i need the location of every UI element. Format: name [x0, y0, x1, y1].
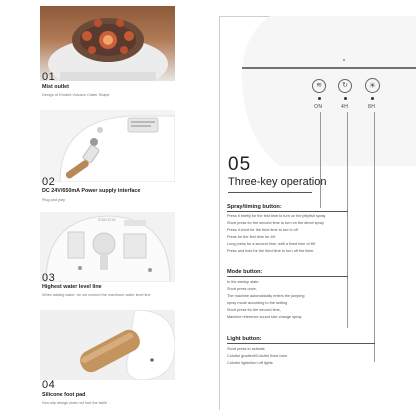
button-label-8h: 8H	[368, 104, 376, 110]
feature-number: 01	[42, 71, 56, 83]
light-icon[interactable]: ☀	[365, 78, 380, 93]
section-rule	[227, 276, 348, 277]
leader-line-light	[374, 112, 375, 362]
port-label: STAR-5705	[98, 218, 116, 222]
feature-title: Silicone foot pad	[42, 392, 86, 398]
spray-icon[interactable]: ≋	[312, 79, 326, 93]
indicator-dot	[344, 97, 347, 100]
section-line: Press and hold for the third time to turn off the timer	[227, 249, 314, 253]
indicator-dot	[318, 97, 321, 100]
leader-line-spray	[320, 112, 321, 208]
feature-title: Mist outlet	[42, 84, 69, 90]
section-rule	[227, 343, 375, 344]
feature-title: Highest water level line	[42, 284, 102, 290]
section-line: Machine reference sound size change spray	[227, 315, 302, 319]
section-line: Press it briefly for the first time to turn on the jellyfish spray	[227, 214, 326, 218]
section-line: In the startup state	[227, 280, 259, 284]
leader-line-mode	[347, 112, 348, 328]
feature-note: Plug and play	[42, 198, 66, 202]
power-interface-photo	[40, 110, 175, 182]
section-line: The machine automatically enters the jumping	[227, 294, 305, 298]
feature-note: Non-slip design does not hurt the table	[42, 401, 108, 405]
power-illustration	[40, 110, 175, 182]
section-line: Press for the first time for 4H	[227, 235, 276, 239]
feature-title: DC 24V/650mA Power supply interface	[42, 188, 141, 194]
section-line: Press it short for the third time to turn it off	[227, 228, 298, 232]
feature-number: 03	[42, 272, 56, 284]
crater-illustration	[40, 6, 175, 81]
section-title: Light button:	[227, 336, 262, 342]
water-tank-illustration	[40, 212, 175, 282]
section-line: Short press for the second time to turn on the direct spray	[227, 221, 324, 225]
section-line: Short press once,	[227, 287, 257, 291]
foot-pad-illustration	[40, 310, 175, 380]
feature-number: 02	[42, 176, 56, 188]
indicator-dot	[371, 97, 374, 100]
water-level-photo	[40, 212, 175, 282]
button-label-on: ON	[314, 104, 323, 110]
feature-note: Design of Eroded Volcano Crater Shape	[42, 93, 110, 97]
section-line: Long press for a second time, with a fixed time of 8H	[227, 242, 316, 246]
feature-note: When adding water, do not exceed the maximum water level line	[42, 293, 151, 297]
step-number: 05	[228, 154, 252, 175]
section-line: Colorful gradient/Colorful fixed color	[227, 354, 288, 358]
section-rule	[227, 211, 348, 212]
section-line: Short press to activate	[227, 347, 265, 351]
step-title: Three-key operation	[228, 176, 327, 188]
device-top-view	[240, 16, 416, 166]
foot-pad-photo	[40, 310, 175, 380]
section-title: Spray/timing button:	[227, 204, 282, 210]
section-line: spray mode according to the setting	[227, 301, 288, 305]
section-line: Short press for the second time,	[227, 308, 281, 312]
section-line: Colorful lights/turn off lights	[227, 361, 273, 365]
device-illustration	[240, 16, 416, 166]
mist-outlet-photo	[40, 6, 175, 81]
section-title: Mode button:	[227, 269, 263, 275]
button-label-4h: 4H	[341, 104, 349, 110]
mode-icon[interactable]: ↻	[338, 79, 352, 93]
step-underline	[228, 192, 312, 193]
feature-number: 04	[42, 379, 56, 391]
